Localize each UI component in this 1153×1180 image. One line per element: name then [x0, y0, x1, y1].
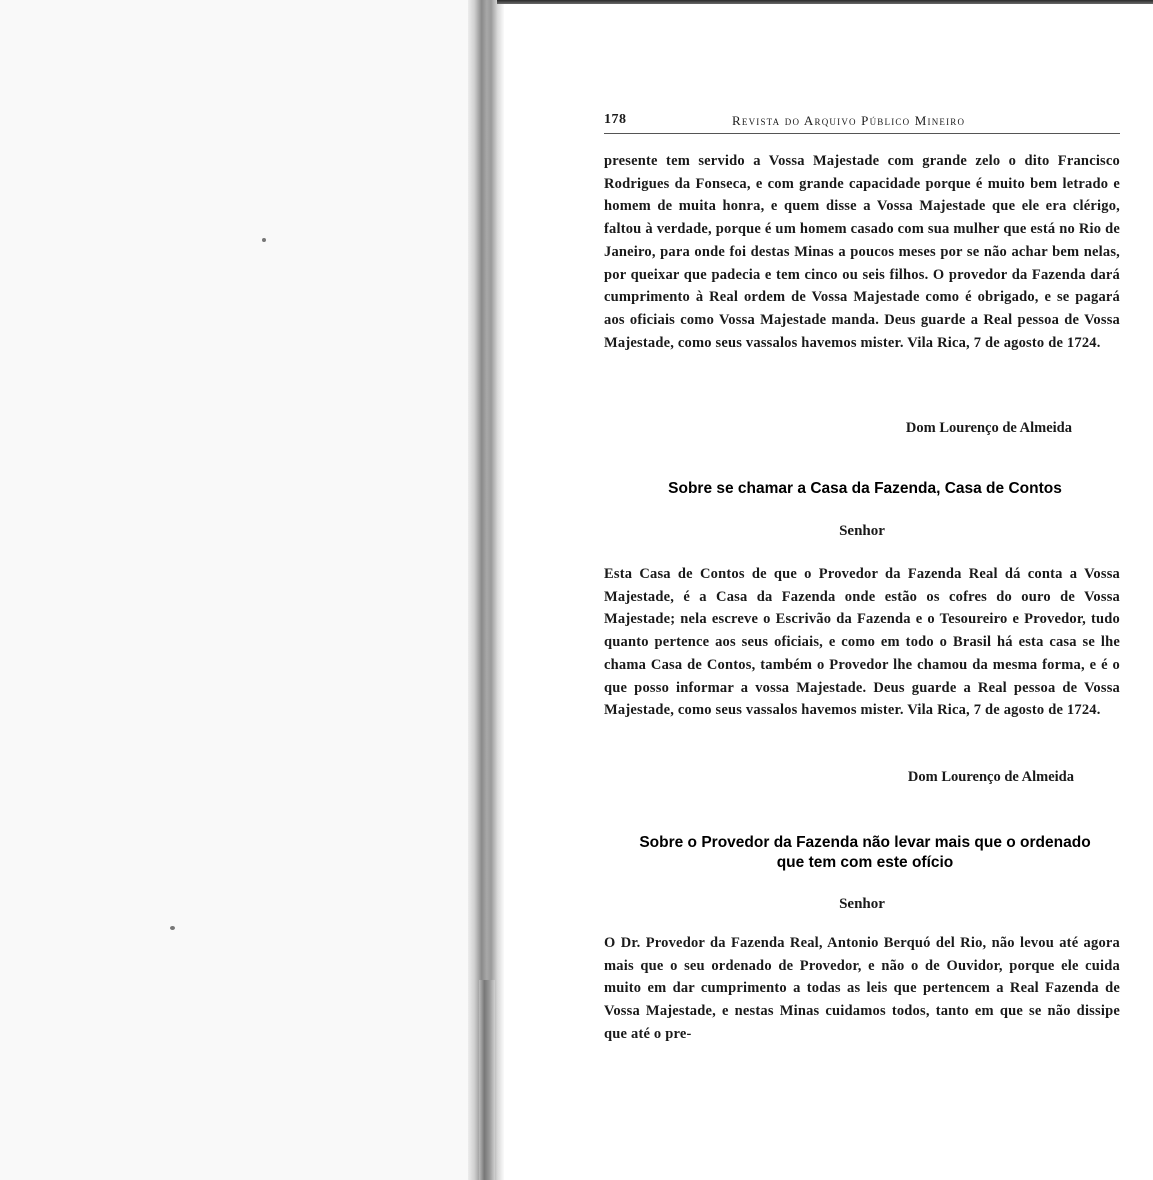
- book-gutter-shadow: [479, 980, 495, 1180]
- page-speck: [170, 926, 175, 930]
- section-2-salutation: Senhor: [839, 896, 885, 912]
- section-2-title-line-1: Sobre o Provedor da Fazenda não levar mais que o ordenado: [639, 834, 1091, 851]
- header-rule: [604, 133, 1120, 134]
- section-2-title-line-2: que tem com este ofício: [776, 854, 954, 871]
- left-blank-page: [0, 0, 472, 1180]
- page-header: [604, 112, 1120, 134]
- section-2-paragraph: O Dr. Provedor da Fazenda Real, Antonio Berquó del Rio, não levou até agora mais que o seu ordenado de Provedor, e não o de Ouvidor, porque ele cuida muito em dar cumprimento a todas as leis que pertencem a Real Fazenda de Vossa Majestade, e nestas Minas cuidamos todos, tanto em que se não dissipe que até o pre-: [604, 935, 1120, 1042]
- section-1-salutation: Senhor: [839, 523, 885, 539]
- running-title: Revista do Arquivo Público Mineiro: [732, 113, 966, 128]
- letter-continued-signature: Dom Lourenço de Almeida: [905, 420, 1072, 436]
- section-1-paragraph: Esta Casa de Contos de que o Provedor da Fazenda Real dá conta a Vossa Majestade, é a Casa da Fazenda onde estão os cofres do ouro de Vossa Majestade; nela escreve o Escrivão da Fazenda e o Tesoureiro e Provedor, tudo quanto pertence aos seus oficiais, e como em todo o Brasil há esta casa se lhe chama Casa de Contos, também o Provedor lhe chamou da mesma forma, e é o que posso informar a vossa Majestade. Deus guarde a Real pessoa de Vossa Majestade, como seus vassalos havemos mister. Vila Rica, 7 de agosto de 1724.: [604, 566, 1120, 719]
- section-2-title: [604, 833, 1126, 873]
- page-number: 178: [604, 112, 627, 127]
- letter-continued-paragraph: presente tem servido a Vossa Majestade com grande zelo o dito Francisco Rodrigues da Fonseca, e com grande capacidade porque é muito bem letrado e homem de muita honra, e quem disse a Vossa Majestade que ele era clérigo, faltou à verdade, porque é um homem casado com sua mulher que está no Rio de Janeiro, para onde foi destas Minas a poucos meses por se não achar bem nelas, por queixar que padecia e tem cinco ou seis filhos. O provedor da Fazenda dará cumprimento à Real ordem de Vossa Majestade como é obrigado, e se pagará aos oficiais como Vossa Majestade manda. Deus guarde a Real pessoa de Vossa Majestade, como seus vassalos havemos mister. Vila Rica, 7 de agosto de 1724.: [604, 153, 1120, 351]
- section-1-signature: Dom Lourenço de Almeida: [907, 769, 1074, 785]
- page-speck: [262, 238, 266, 242]
- section-1-title: Sobre se chamar a Casa da Fazenda, Casa de Contos: [668, 480, 1062, 497]
